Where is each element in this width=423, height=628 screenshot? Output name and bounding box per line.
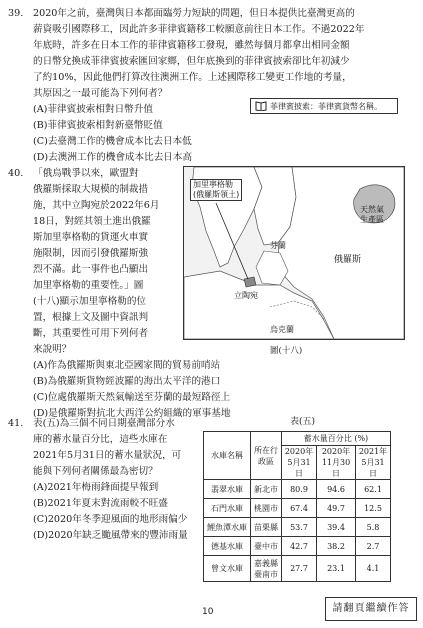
map-label-lithuania: 立陶宛 [234, 291, 258, 300]
q39-option-c[interactable]: (C)去臺灣工作的機會成本比去日本低 [33, 136, 192, 147]
cell-admin: 苗栗縣 [251, 518, 282, 537]
q39-note-text: 菲律賓披索：菲律賓貨幣名稱。 [270, 102, 382, 111]
cell-value: 39.4 [317, 518, 356, 537]
page-number: 10 [202, 607, 214, 617]
q40-line: 施限制，因而引發俄羅斯強 [33, 248, 149, 259]
q39-line: 薪資吸引國際移工，因此許多菲律賓籍移工較願意前往日本工作。不過2022年 [33, 24, 365, 35]
q40-option-b[interactable]: (B)為俄羅斯貨物經波羅的海出太平洋的港口 [33, 376, 221, 387]
cell-reservoir: 鯉魚潭水庫 [204, 518, 251, 537]
q39-option-b[interactable]: (B)菲律賓披索相對新臺幣貶值 [33, 120, 163, 131]
header-date: 2020年5月31日 [282, 446, 317, 480]
cell-value: 27.7 [282, 556, 317, 582]
q40-line: 烈不滿。此一事件也凸顯出 [33, 264, 149, 275]
header-date: 2021年5月31日 [356, 446, 391, 480]
book-icon [255, 101, 267, 111]
map-label-gas: 天然氣 生產區 [360, 205, 384, 224]
kaliningrad-map [183, 166, 405, 340]
q39-line: 其原因之一最可能為下列何者？ [33, 88, 168, 99]
q41-line: 庫的蓄水量百分比，這些水庫在 [33, 434, 168, 445]
table-row [204, 499, 391, 518]
q40-line: 「俄烏戰爭以來，歐盟對 [33, 168, 139, 179]
cell-value: 2.7 [356, 537, 391, 556]
q40-line: 加里寧格勒的重要性。」圖 [33, 280, 144, 291]
q40-line: 施，其中立陶宛於2022年6月 [33, 200, 160, 211]
map-label-kaliningrad-text: 加里寧格勒 (俄羅斯領土) [193, 180, 240, 199]
q39-line: 的日幣兌換成菲律賓披索匯回家鄉，但年底換到的菲律賓披索卻比年初減少 [33, 56, 350, 67]
q41-option-c[interactable]: (C)2020年冬季迎風面的地形雨偏少 [33, 514, 188, 525]
figure-18-caption: 圖(十八) [270, 346, 303, 356]
q39-stem [33, 6, 364, 166]
q40-line: 斷，其重要性可用下列何者 [33, 328, 149, 339]
table-row [204, 537, 391, 556]
reservoir-table [203, 431, 391, 582]
cell-value: 49.7 [317, 499, 356, 518]
table-row [204, 480, 391, 499]
map-label-kaliningrad [190, 179, 242, 201]
cell-admin: 嘉義縣 臺南市 [251, 556, 282, 582]
q40-option-d[interactable]: (D)是俄羅斯對抗北大西洋公約組織的軍事基地 [33, 408, 231, 419]
q39-number: 39. [8, 8, 24, 19]
q40-option-a[interactable]: (A)作為俄羅斯與東北亞國家間的貿易前哨站 [33, 360, 221, 371]
map-label-ukraine: 烏克蘭 [270, 325, 294, 334]
q40-option-c[interactable]: (C)位處俄羅斯天然氣輸送至芬蘭的最短路徑上 [33, 392, 231, 403]
q40-line: 斯加里寧格勒的貨運火車實 [33, 232, 149, 243]
cell-admin: 臺中市 [251, 537, 282, 556]
q39-option-d[interactable]: (D)去澳洲工作的機會成本比去日本高 [33, 152, 193, 163]
cell-value: 42.7 [282, 537, 317, 556]
header-reservoir: 水庫名稱 [204, 432, 251, 480]
q39-option-a[interactable]: (A)菲律賓披索相對日幣升值 [33, 104, 153, 115]
q39-line: 年底時，許多在日本工作的菲律賓籍移工發現，雖然每個月都拿出相同金額 [33, 40, 350, 51]
q40-line: 來說明？ [33, 344, 72, 355]
cell-value: 23.1 [317, 556, 356, 582]
q41-stem [33, 416, 188, 544]
q40-line: 18日，對經其領土進出俄羅 [33, 216, 151, 227]
q41-option-b[interactable]: (B)2021年夏末對流雨較不旺盛 [33, 498, 168, 509]
cell-value: 5.8 [356, 518, 391, 537]
table-row [204, 556, 391, 582]
q39-line: 了約10%，因此他們打算改往澳洲工作。上述國際移工變更工作地的考量， [33, 72, 352, 83]
cell-admin: 桃園市 [251, 499, 282, 518]
q39-line: 2020年之前，臺灣與日本都面臨勞力短缺的問題，但日本提供比臺灣更高的 [33, 8, 355, 19]
cell-value: 80.9 [282, 480, 317, 499]
cell-reservoir: 翡翠水庫 [204, 480, 251, 499]
cell-value: 4.1 [356, 556, 391, 582]
table-header-row [204, 432, 391, 446]
table-5-caption: 表(五) [290, 417, 316, 427]
header-percent: 蓄水量百分比 (%) [282, 432, 391, 446]
table-row [204, 518, 391, 537]
cell-value: 62.1 [356, 480, 391, 499]
q41-line: 表(五)為三個不同日期臺灣部分水 [33, 418, 175, 429]
q41-line: 2021年5月31日的蓄水量狀況，可 [33, 450, 182, 461]
header-admin: 所在行政區 [251, 432, 282, 480]
cell-value: 12.5 [356, 499, 391, 518]
q41-option-d[interactable]: (D)2020年缺乏颱風帶來的豐沛雨量 [33, 530, 188, 541]
cell-reservoir: 石門水庫 [204, 499, 251, 518]
cell-value: 53.7 [282, 518, 317, 537]
cell-admin: 新北市 [251, 480, 282, 499]
q41-option-a[interactable]: (A)2021年梅雨鋒面提早報到 [33, 482, 159, 493]
continue-box: 請翻頁繼續作答 [325, 597, 417, 621]
q40-number: 40. [8, 168, 24, 179]
q39-note-box [250, 98, 398, 114]
q40-line: 俄羅斯採取大規模的制裁措 [33, 184, 149, 195]
q41-number: 41. [8, 418, 24, 429]
q40-line: (十八)顯示加里寧格勒的位 [33, 296, 147, 307]
map-label-finland: 芬蘭 [270, 241, 286, 250]
cell-value: 67.4 [282, 499, 317, 518]
map-label-russia: 俄羅斯 [334, 255, 362, 265]
cell-reservoir: 曾文水庫 [204, 556, 251, 582]
header-date: 2020年11月30日 [317, 446, 356, 480]
cell-value: 38.2 [317, 537, 356, 556]
cell-value: 94.6 [317, 480, 356, 499]
q40-line: 置，根據上文及圖中資訊判 [33, 312, 149, 323]
q41-line: 能與下列何者關係最為密切？ [33, 466, 158, 477]
cell-reservoir: 德基水庫 [204, 537, 251, 556]
